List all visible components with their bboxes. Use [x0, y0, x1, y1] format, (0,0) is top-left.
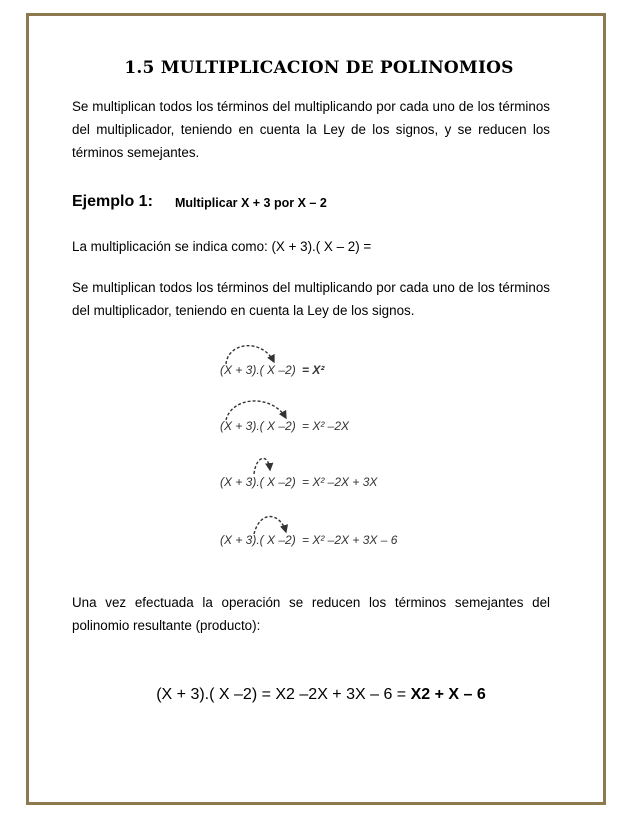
- example-label: Ejemplo 1:: [72, 193, 153, 210]
- step4-rhs: = X² –2X + 3X – 6: [302, 533, 398, 547]
- step3-arrow: [254, 458, 270, 474]
- step2-arrow: [226, 401, 286, 420]
- explanation-paragraph: Se multiplican todos los términos del multiplicando por cada uno de los términos del multiplicador, teniendo en cuenta la Ley de los signos.: [72, 280, 550, 318]
- step1-rhs: = X²: [302, 363, 325, 377]
- reduction-paragraph: Una vez efectuada la operación se reducen los términos semejantes del polinomio resultante (producto):: [72, 595, 550, 633]
- step4-arrow: [254, 517, 286, 535]
- example-heading: [72, 193, 327, 211]
- page-title: 1.5 MULTIPLICACION DE POLINOMIOS: [124, 58, 514, 78]
- step1-lhs: (X + 3).( X –2): [220, 363, 296, 377]
- step2-lhs: (X + 3).( X –2): [220, 419, 296, 433]
- multiplication-steps-diagram: [210, 338, 430, 568]
- example-task: Multiplicar X + 3 por X – 2: [175, 196, 327, 210]
- step1-arrow: [226, 346, 274, 364]
- intro-paragraph: Se multiplican todos los términos del multiplicando por cada uno de los términos del multiplicador, teniendo en cuenta la Ley de los signos, y se reducen los términos semejantes.: [72, 99, 550, 160]
- result-expression: (X + 3).( X –2) = X2 –2X + 3X – 6 =: [156, 686, 411, 703]
- step2-rhs: = X² –2X: [302, 419, 350, 433]
- step4-lhs: (X + 3).( X –2): [220, 533, 296, 547]
- final-result: [0, 686, 638, 704]
- indicated-multiplication: La multiplicación se indica como: (X + 3).( X – 2) =: [72, 239, 372, 254]
- step3-lhs: (X + 3).( X –2): [220, 475, 296, 489]
- result-answer: X2 + X – 6: [410, 686, 486, 703]
- step3-rhs: = X² –2X + 3X: [302, 475, 378, 489]
